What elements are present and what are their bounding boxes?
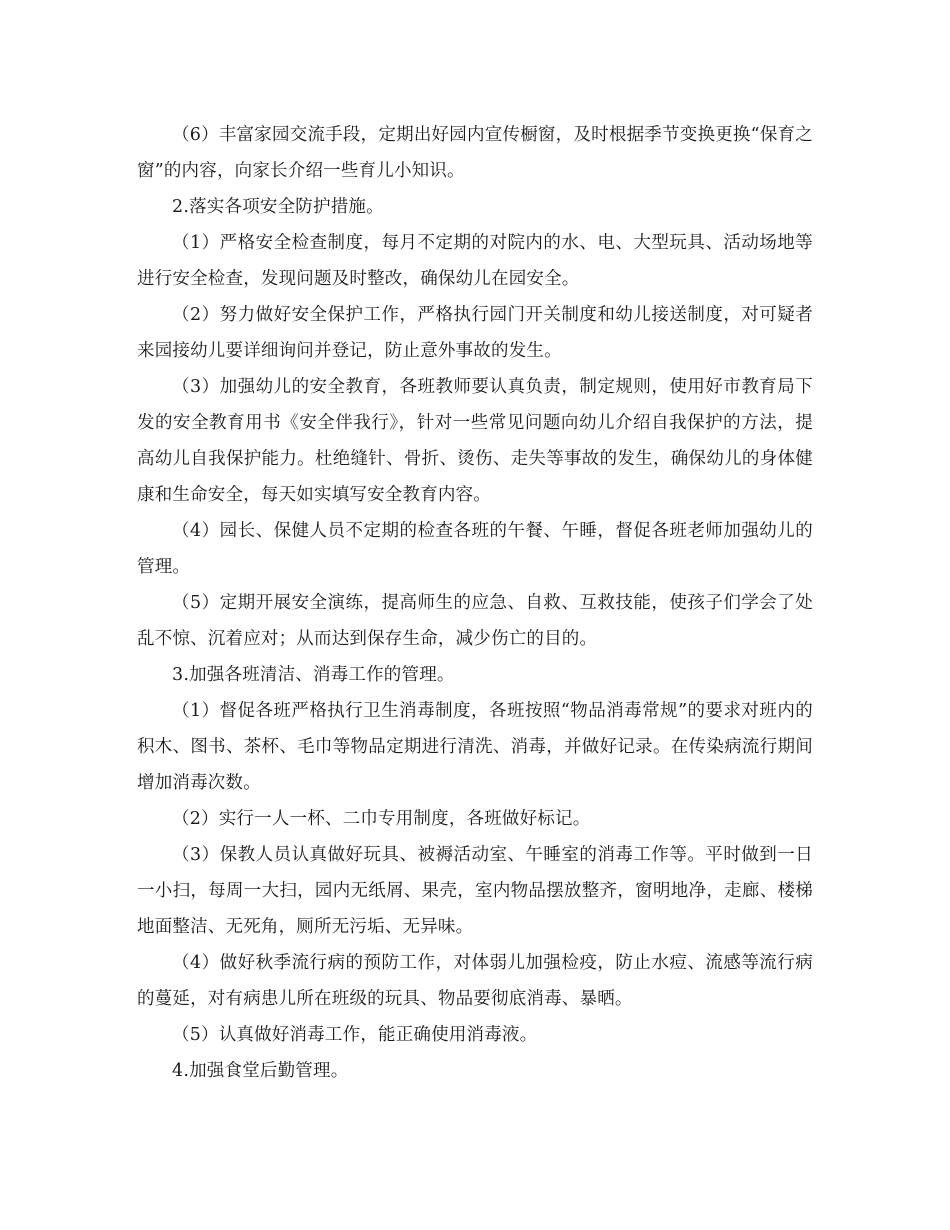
paragraph-disinfection-rules: （1）督促各班严格执行卫生消毒制度，各班按照“物品消毒常规”的要求对班内的积木、图书、茶杯、毛巾等物品定期进行清洗、消毒，并做好记录。在传染病流行期间增加消毒次数。 [137, 701, 813, 793]
heading-cleaning-disinfection: 3.加强各班清洁、消毒工作的管理。 [172, 665, 455, 685]
paragraph-safety-education: （3）加强幼儿的安全教育，各班教师要认真负责，制定规则，使用好市教育局下发的安全教育用书《安全伴我行》，针对一些常见问题向幼儿介绍自我保护的方法，提高幼儿自我保护能力。杜绝缝针、骨折、烫伤、走失等事故的发生，确保幼儿的身体健康和生命安全，每天如实填写安全教育内容。 [137, 377, 813, 505]
heading-canteen-management: 4.加强食堂后勤管理。 [172, 1061, 349, 1081]
document-body [137, 117, 813, 1089]
paragraph-safety-protection: （2）努力做好安全保护工作，严格执行园门开关制度和幼儿接送制度，对可疑者来园接幼儿要详细询问并登记，防止意外事故的发生。 [137, 305, 813, 361]
paragraph-disinfectant-use: （5）认真做好消毒工作，能正确使用消毒液。 [172, 1025, 538, 1045]
paragraph-safety-drills: （5）定期开展安全演练，提高师生的应急、自救、互救技能，使孩子们学会了处乱不惊、沉着应对；从而达到保存生命，减少伤亡的目的。 [137, 593, 813, 649]
paragraph-staff-checks: （4）园长、保健人员不定期的检查各班的午餐、午睡，督促各班老师加强幼儿的管理。 [137, 521, 813, 577]
paragraph-home-communication: （6）丰富家园交流手段，定期出好园内宣传橱窗，及时根据季节变换更换“保育之窗”的内容，向家长介绍一些育儿小知识。 [137, 125, 813, 181]
paragraph-safety-inspection: （1）严格安全检查制度，每月不定期的对院内的水、电、大型玩具、活动场地等进行安全检查，发现问题及时整改，确保幼儿在园安全。 [137, 233, 813, 289]
paragraph-disease-prevention: （4）做好秋季流行病的预防工作，对体弱儿加强检疫，防止水痘、流感等流行病的蔓延，对有病患儿所在班级的玩具、物品要彻底消毒、暴晒。 [137, 953, 813, 1009]
paragraph-personal-cups: （2）实行一人一杯、二巾专用制度，各班做好标记。 [172, 809, 591, 829]
paragraph-daily-cleaning: （3）保教人员认真做好玩具、被褥活动室、午睡室的消毒工作等。平时做到一日一小扫，每周一大扫，园内无纸屑、果壳，室内物品摆放整齐，窗明地净，走廊、楼梯地面整洁、无死角，厕所无污垢、无异味。 [137, 845, 813, 937]
heading-safety-measures: 2.落实各项安全防护措施。 [172, 197, 384, 217]
